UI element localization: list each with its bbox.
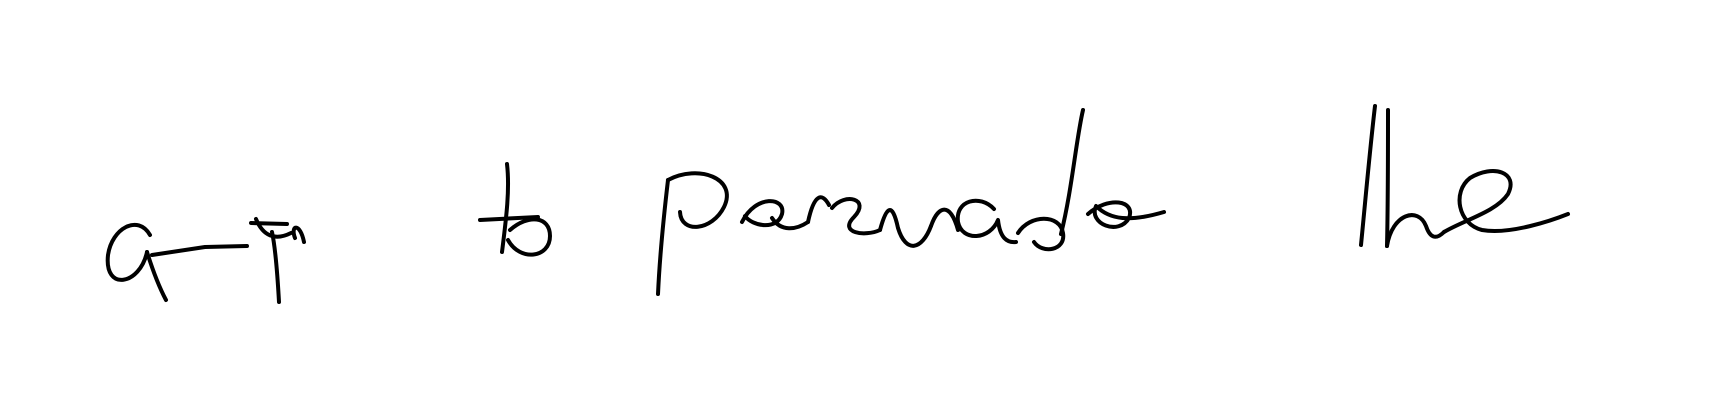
handwritten-word-1	[108, 219, 304, 302]
handwritten-word-3	[658, 110, 1164, 294]
handwritten-word-4	[1361, 106, 1568, 246]
handwritten-word-2	[480, 164, 550, 255]
